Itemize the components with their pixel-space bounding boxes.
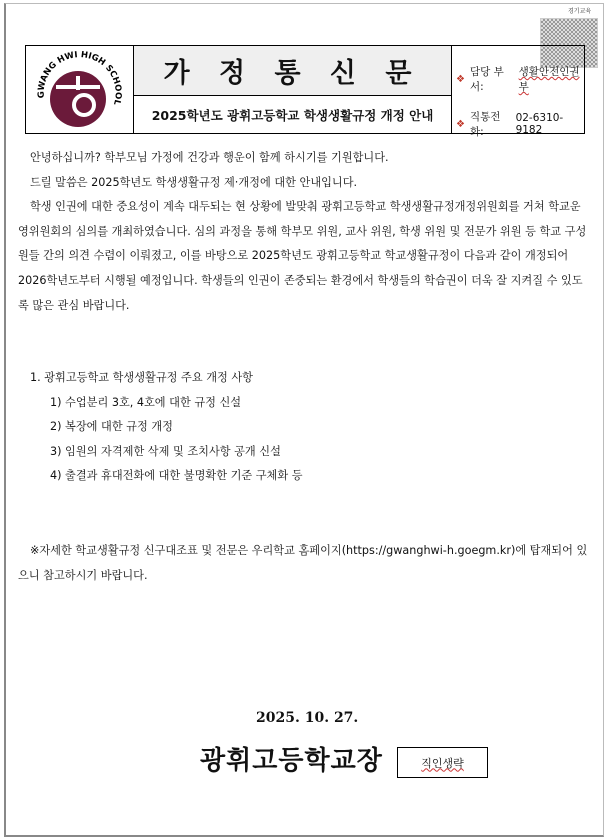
diamond-icon: ❖ <box>456 73 465 85</box>
seal-omitted-box <box>397 747 488 778</box>
qr-label: 경기교육 <box>568 8 592 15</box>
revision-list <box>30 366 303 489</box>
phone-label: 직통전화: <box>469 111 501 138</box>
stamp-text: 직인생략 <box>421 756 464 770</box>
body-text <box>18 146 590 318</box>
dept-value: 생활안전인권부 <box>518 66 580 93</box>
paragraph: 드릴 말씀은 2025학년도 학생생활규정 제·개정에 대한 안내입니다. <box>30 175 358 189</box>
reference-note: ※자세한 학교생활규정 신구대조표 및 전문은 우리학교 홈페이지(https://gwanghwi-h.goegm.kr)에 탑재되어 있으니 참고하시기 바랍니다. <box>18 544 588 582</box>
issue-date: 2025. 10. 27. <box>256 710 359 726</box>
document-title: 가 정 통 신 문 <box>134 46 451 96</box>
document-subtitle: 2025학년도 광휘고등학교 학생생활규정 개정 안내 <box>151 107 434 123</box>
phone-value: 02-6310-9182 <box>515 112 564 136</box>
signer-name: 광휘고등학교장 <box>200 746 383 776</box>
svg-text:GWANG HWI HIGH SCHOOL: GWANG HWI HIGH SCHOOL <box>36 50 123 107</box>
department-info <box>456 64 584 94</box>
paragraph: 학생 인권에 대한 중요성이 계속 대두되는 현 상황에 발맞춰 광휘고등학교 학생생활규정개정위원회를 거쳐 학교운영위원회의 심의를 개최하였습니다. 심의 과정을 통해 학부모 위원, 교사 위원, 학생 위원 및 전문가 위원 등 학교 구성원들 간의 의견 수렴이 이뤄졌고, 이를 바탕으로 2025학년도 광휘고등학교 학교생활규정이 다음과 같이 개정되어 2026학년도부터 시행될 예정입니다. 학생들의 인권이 존중되는 환경에서 학생들의 학습권이 더욱 잘 지켜질 수 있도록 많은 관심 바랍니다. <box>18 200 587 312</box>
list-heading: 1. 광휘고등학교 학생생활규정 주요 개정 사항 <box>30 371 253 384</box>
list-item: 1) 수업분리 3호, 4호에 대한 규정 신설 <box>50 395 242 409</box>
dept-label: 담당 부서: <box>469 66 504 93</box>
list-item: 2) 복장에 대한 규정 개정 <box>50 420 173 434</box>
diamond-icon: ❖ <box>456 118 465 130</box>
list-item: 4) 출결과 휴대전화에 대한 불명확한 기준 구체화 등 <box>50 469 303 483</box>
paragraph: 안녕하십니까? 학부모님 가정에 건강과 행운이 함께 하시기를 기원합니다. <box>30 151 389 164</box>
phone-info <box>456 109 584 139</box>
school-logo <box>26 46 134 133</box>
header-table <box>25 45 585 138</box>
list-item: 3) 임원의 자격제한 삭제 및 조치사항 공개 신설 <box>50 444 281 458</box>
